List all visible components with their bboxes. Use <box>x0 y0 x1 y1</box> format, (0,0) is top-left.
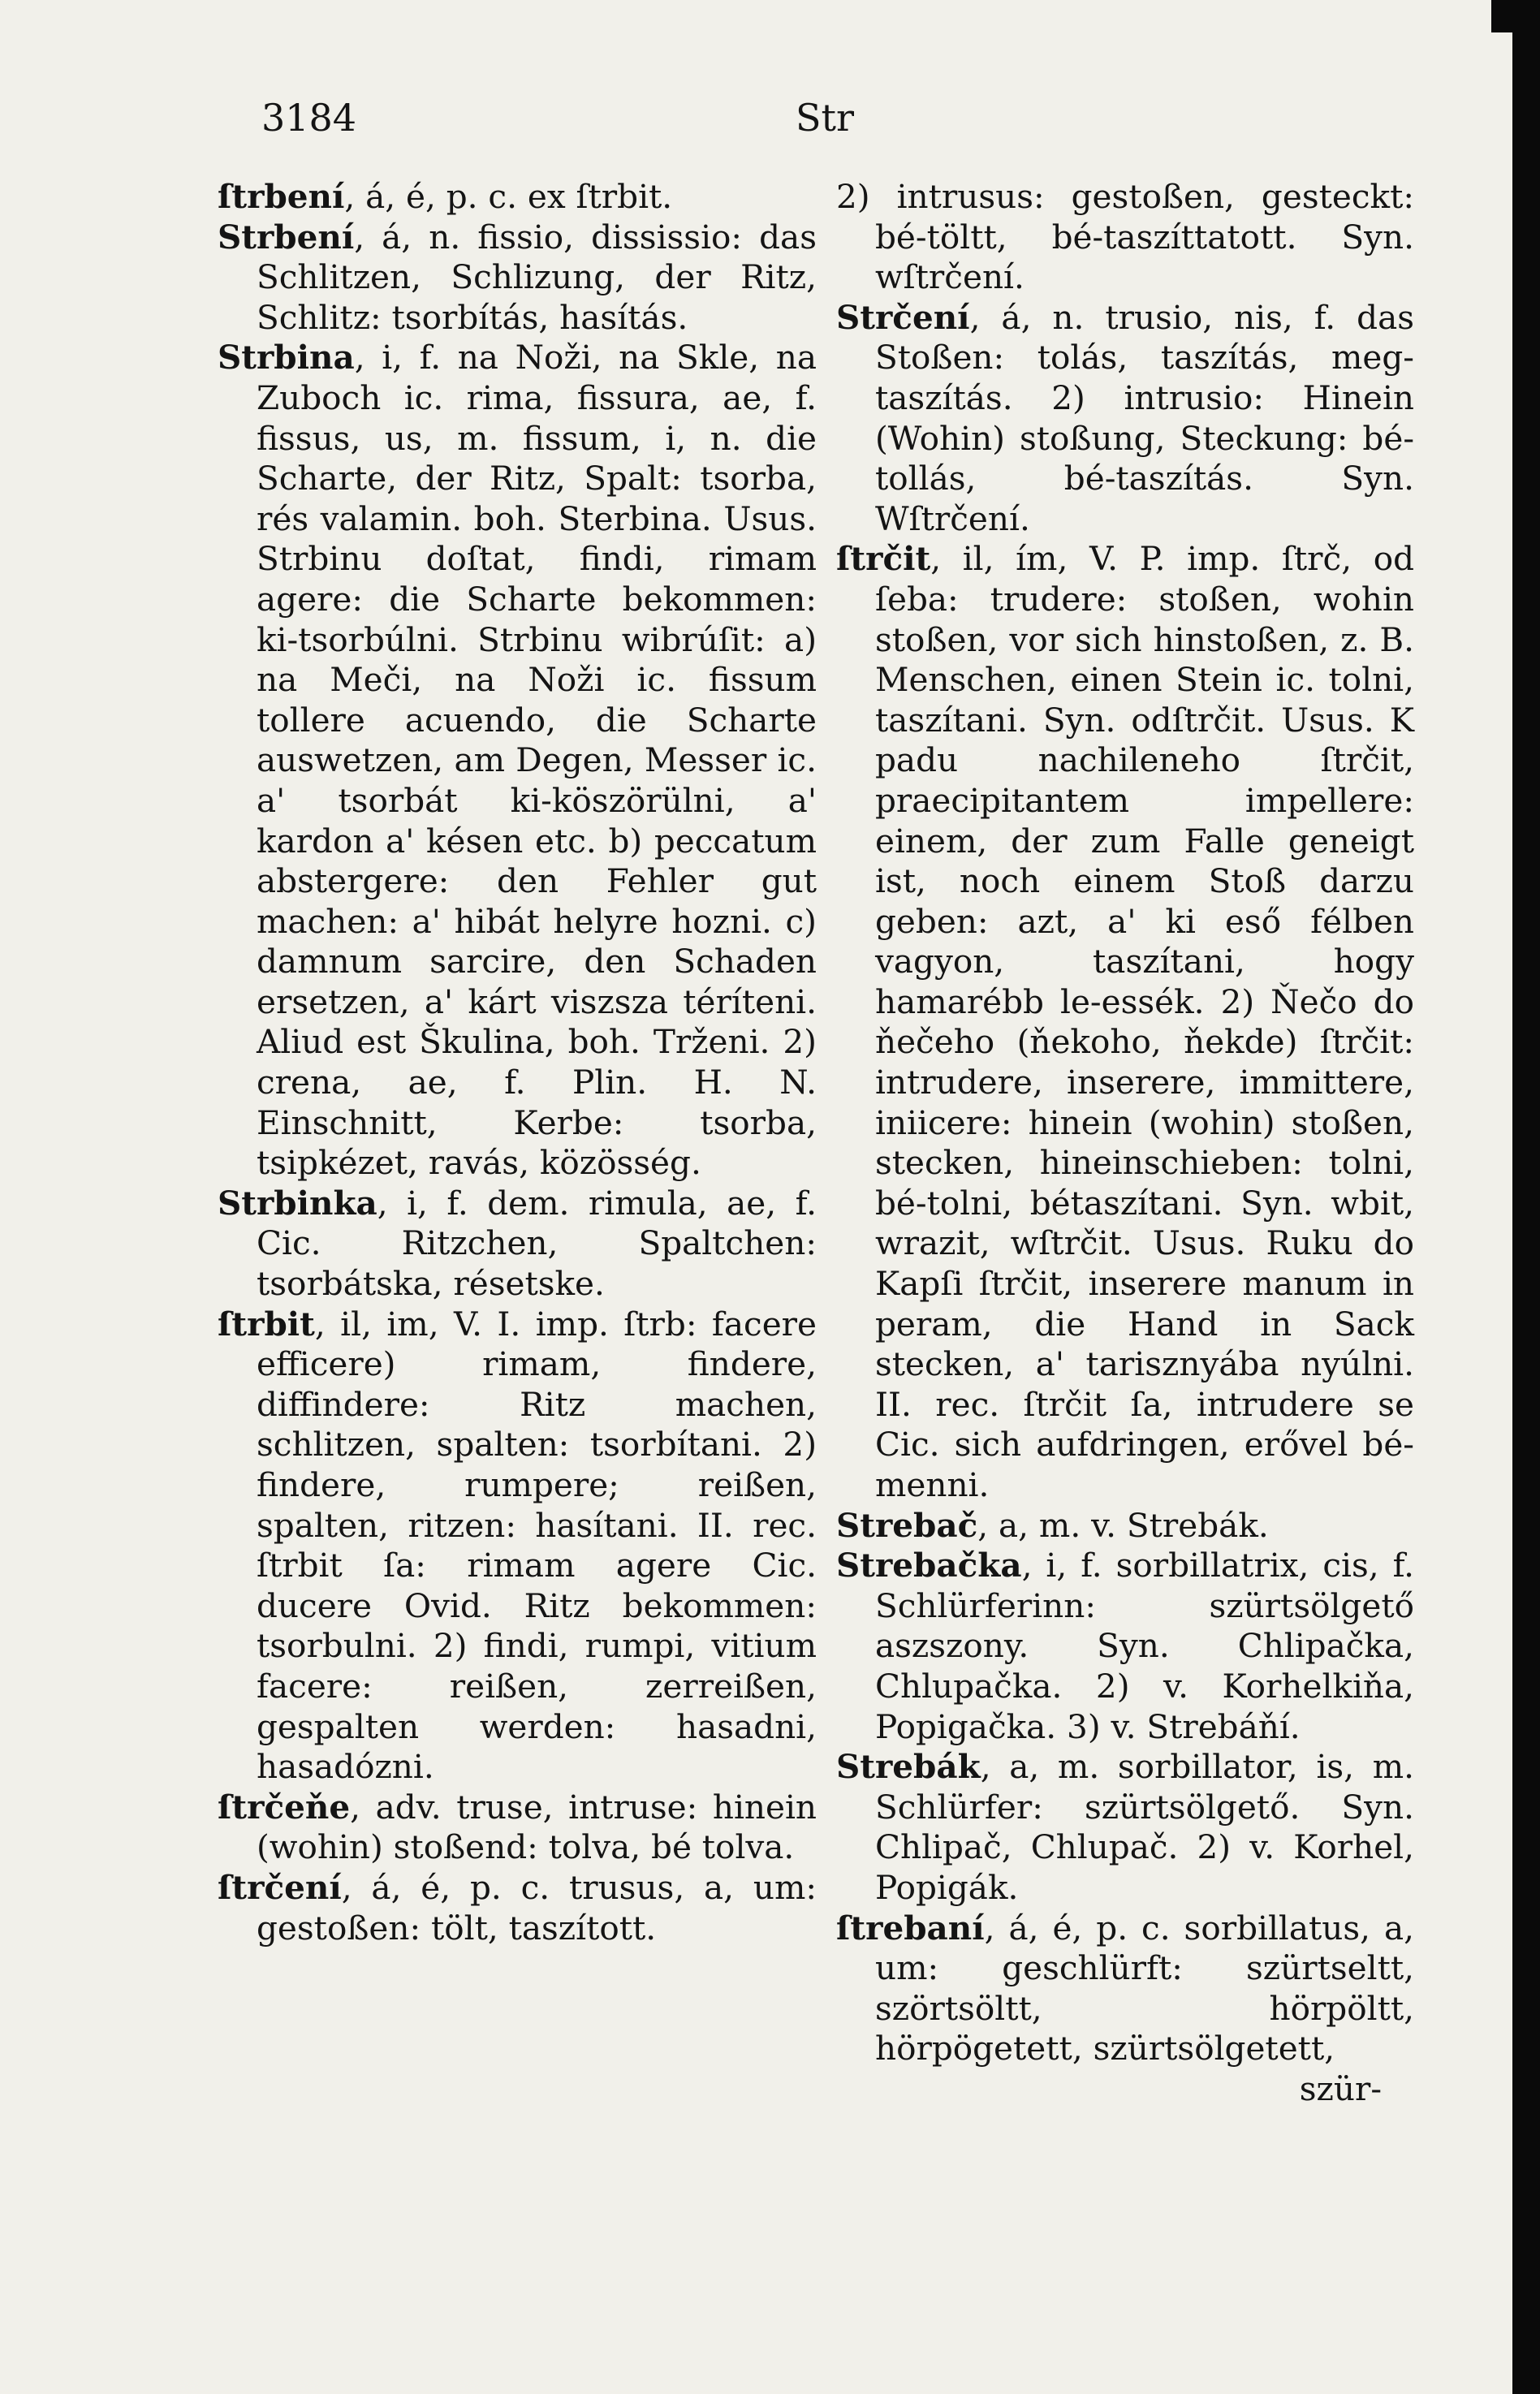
entry-definition: , i, f. sorbillatrix, cis, f. Schlürferinn: szürtsölgető aszszony. Syn. Chlipačka, Chlupačka. 2) v. Korhelkiňa, Popigačka. 3) v. Strebáňí. <box>875 1546 1414 1746</box>
entry-headword: ſtrbit <box>218 1304 315 1344</box>
dictionary-entry <box>836 1747 1414 1908</box>
entry-definition: , á, é, p. c. trusus, a, um: gestoßen: tölt, taszított. <box>257 1867 817 1948</box>
page-corner-shadow <box>1491 0 1540 32</box>
entry-headword: Strbina <box>218 338 355 377</box>
dictionary-entry <box>218 1788 817 1868</box>
dictionary-entry <box>836 539 1414 1505</box>
entry-headword: Strebačka <box>836 1546 1022 1585</box>
dictionary-entry <box>836 1909 1414 2069</box>
entry-definition: , á, n. trusio, nis, f. das Stoßen: tolás, taszítás, meg-taszítás. 2) intrusio: Hinein (Wohin) stoßung, Steckung: bé-tollás, bé-taszítás. Syn. Wſtrčení. <box>875 297 1414 538</box>
entry-headword: Strbení <box>218 217 355 257</box>
left-column <box>218 177 817 1948</box>
entry-headword: Strebák <box>836 1747 981 1787</box>
dictionary-entry <box>218 1868 817 1948</box>
entry-definition: , a, m. v. Strebák. <box>977 1505 1269 1545</box>
entry-definition: , á, é, p. c. ex ſtrbit. <box>344 177 673 216</box>
dictionary-entry <box>218 1305 817 1788</box>
dictionary-entry <box>218 338 817 1183</box>
entry-definition: 2) intrusus: gestoßen, gesteckt: bé-töltt, bé-taszíttatott. Syn. wſtrčení. <box>836 177 1414 297</box>
entry-definition: , i, f. na Noži, na Skle, na Zuboch ic. rima, fissura, ae, f. fissus, us, m. fissum, i, n. die Scharte, der Ritz, Spalt: tsorba, rés valamin. boh. Sterbina. Usus. Strbinu doſtat, findi, rimam agere: die Scharte bekommen: ki-tsorbúlni. Strbinu wibrúſit: a) na Meči, na Noži ic. fissum tollere acuendo, die Scharte auswetzen, am Degen, Messer ic. a' tsorbát ki-köszörülni, a' kardon a' késen etc. b) peccatum abstergere: den Fehler gut machen: a' hibát helyre hozni. c) damnum sarcire, den Schaden ersetzen, a' kárt viszsza téríteni. Aliud est Škulina, boh. Trženi. 2) crena, ae, f. Plin. H. N. Einschnitt, Kerbe: tsorba, tsipkézet, ravás, közösség. <box>257 338 817 1183</box>
entry-definition: , a, m. sorbillator, is, m. Schlürfer: szürtsölgető. Syn. Chlipač, Chlupač. 2) v. Korhel, Popigák. <box>875 1747 1414 1907</box>
entry-definition: , á, n. fissio, dississio: das Schlitzen, Schlizung, der Ritz, Schlitz: tsorbítás, hasítás. <box>257 217 817 337</box>
entry-definition: , il, im, V. I. imp. ſtrb: facere efficere) rimam, findere, diffindere: Ritz machen, schlitzen, spalten: tsorbítani. 2) findere, rumpere; reißen, spalten, ritzen: hasítani. II. rec. ſtrbit ſa: rimam agere Cic. ducere Ovid. Ritz bekommen: tsorbulni. 2) findi, rumpi, vitium facere: reißen, zerreißen, gespalten werden: hasadni, hasadózni. <box>257 1304 817 1787</box>
entry-headword: ſtrčit <box>836 539 931 579</box>
dictionary-entry <box>218 218 817 339</box>
dictionary-entry <box>836 1506 1414 1546</box>
entry-definition: , adv. truse, intruse: hinein (wohin) stoßend: tolva, bé tolva. <box>257 1787 817 1867</box>
page-header <box>261 96 854 145</box>
dictionary-entry <box>836 1546 1414 1747</box>
dictionary-entry <box>218 177 817 218</box>
entry-definition: , á, é, p. c. sorbillatus, a, um: geschlürft: szürtseltt, szörtsöltt, hörpöltt, hörpögetett, szürtsölgetett, <box>875 1908 1414 2068</box>
running-head: Str <box>796 96 854 140</box>
catchword <box>836 2069 1414 2110</box>
entry-headword: ſtrbení <box>218 177 345 216</box>
entry-headword: ſtrčení <box>218 1867 342 1907</box>
entry-headword: ſtrebaní <box>836 1908 985 1948</box>
dictionary-entry <box>218 1184 817 1305</box>
entry-headword: Strbinka <box>218 1183 377 1223</box>
entry-headword: Strčení <box>836 297 970 337</box>
right-column <box>836 177 1414 2110</box>
entry-definition: , i, f. dem. rimula, ae, f. Cic. Ritzchen, Spaltchen: tsorbátska, résetske. <box>257 1183 817 1304</box>
dictionary-entry-continued <box>836 177 1414 298</box>
page-number: 3184 <box>261 96 357 140</box>
entry-headword: ſtrčeňe <box>218 1787 351 1827</box>
dictionary-entry <box>836 298 1414 540</box>
entry-headword: Strebač <box>836 1505 978 1545</box>
entry-definition: , il, ím, V. P. imp. ſtrč, od ſeba: trudere: stoßen, wohin stoßen, vor sich hinstoßen, z. B. Menschen, einen Stein ic. tolni, taszítani. Syn. odſtrčit. Usus. K padu nachilenehо ſtrčit, praecipitantem impellere: einem, der zum Falle geneigt ist, noch einem Stoß darzu geben: azt, a' ki eső félben vagyon, taszítani, hogy hamarébb le-essék. 2) Ňečo do ňečeho (ňekoho, ňekde) ſtrčit: intrudere, inserere, immittere, iniicere: hinein (wohin) stoßen, stecken, hineinschieben: tolni, bé-tolni, bétaszítani. Syn. wbit, wrazit, wſtrčit. Usus. Ruku do Kapſi ſtrčit, inserere manum in peram, die Hand in Sack stecken, a' tarisznyába nyúlni. II. rec. ſtrčit ſa, intrudere se Cic. sich aufdringen, erővel bé-menni. <box>875 539 1414 1504</box>
page-edge-shadow <box>1512 0 1540 2394</box>
catchword-text: szür- <box>1299 2068 1382 2108</box>
